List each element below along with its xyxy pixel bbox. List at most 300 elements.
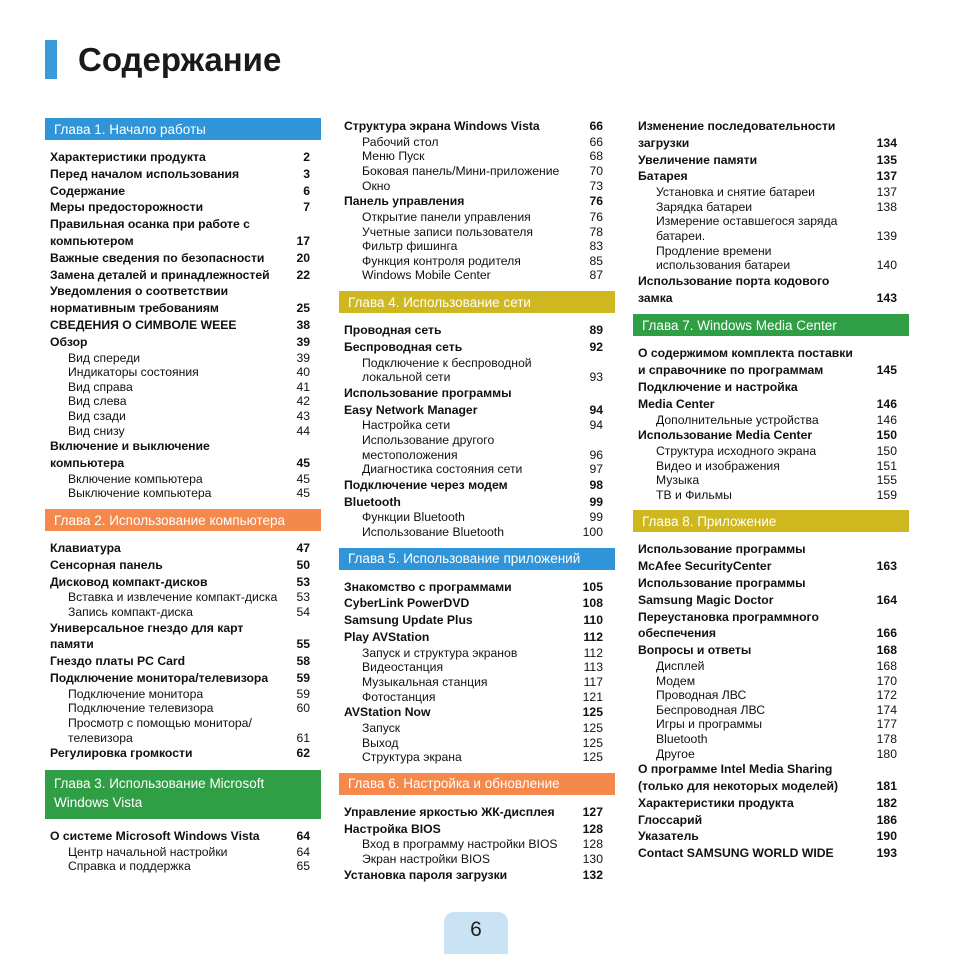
- toc-subentry[interactable]: [50, 380, 310, 395]
- toc-entry-page: 112: [583, 630, 603, 644]
- toc-entry-title: Уведомления о соответствии нормативным требованиям: [50, 284, 229, 316]
- toc-entry-title: Структура экрана: [362, 750, 462, 765]
- toc-entry-title: Дисковод компакт-дисков: [50, 574, 208, 589]
- toc-entry-page: 108: [582, 596, 603, 611]
- toc-subentry[interactable]: [638, 732, 897, 747]
- chapter-heading: Глава 7. Windows Media Center: [633, 314, 909, 336]
- toc-entry-page: 113: [583, 660, 603, 675]
- toc-subentry[interactable]: [638, 703, 897, 718]
- toc-entry-title: О программе Intel Media Sharing (только для некоторых моделей): [638, 762, 839, 793]
- toc-entry[interactable]: [344, 579, 603, 596]
- toc-entry-title: Вид слева: [68, 394, 127, 409]
- toc-entry-title: Contact SAMSUNG WORLD WIDE: [638, 846, 834, 861]
- toc-entry-title: Включение и выключение компьютера: [50, 439, 210, 470]
- toc-entry-title: Использование программы Samsung Magic Doctor: [638, 576, 806, 607]
- toc-entry-title: Фотостанция: [362, 689, 436, 704]
- toc-entry-page: 39: [296, 334, 310, 349]
- toc-subentry[interactable]: [344, 225, 603, 240]
- toc-entry-page: 138: [876, 199, 897, 214]
- toc-entry[interactable]: [50, 574, 310, 591]
- toc-entry-title: Центр начальной настройки: [68, 844, 228, 859]
- toc-subentry[interactable]: [638, 459, 897, 474]
- toc-subentry[interactable]: [344, 852, 603, 867]
- toc-entry[interactable]: [638, 642, 897, 659]
- toc-entry-page: 125: [582, 750, 603, 765]
- toc-entry-title: Подключение к беспроводной локальной сети: [362, 355, 532, 385]
- toc-entry-title: Окно: [362, 178, 391, 193]
- toc-subentry[interactable]: [50, 472, 310, 487]
- toc-entry-title: Регулировка громкости: [50, 746, 193, 761]
- toc-entry-title: О системе Microsoft Windows Vista: [50, 829, 260, 843]
- toc-entry-title: Замена деталей и принадлежностей: [50, 267, 270, 282]
- toc-subentry[interactable]: [344, 164, 603, 179]
- toc-entry[interactable]: [344, 821, 603, 838]
- toc-entry-title: Дополнительные устройства: [656, 412, 819, 427]
- toc-entry-page: 45: [296, 486, 310, 501]
- toc-entry[interactable]: [344, 629, 603, 646]
- toc-entry[interactable]: [50, 283, 310, 317]
- toc-entry-title: Меры предосторожности: [50, 200, 204, 215]
- toc-entry-page: 47: [296, 541, 310, 555]
- toc-entry[interactable]: [50, 620, 310, 654]
- toc-entry-title: Выключение компьютера: [68, 486, 212, 501]
- toc-entry-title: Windows Mobile Center: [362, 268, 491, 283]
- toc-entry-title: Вид спереди: [68, 350, 141, 365]
- toc-entry-page: 3: [303, 166, 310, 181]
- toc-entry-title: Универсальное гнездо для карт памяти: [50, 620, 244, 652]
- toc-subentry[interactable]: [638, 444, 897, 459]
- toc-entry-page: 166: [876, 626, 897, 641]
- toc-entry-page: 45: [296, 455, 310, 470]
- toc-entry-page: 110: [583, 613, 603, 628]
- toc-entry-title: Подключение через модем: [344, 477, 508, 492]
- toc-entry[interactable]: [344, 322, 603, 339]
- toc-entry-page: 121: [582, 689, 603, 704]
- page-number: 6: [470, 918, 482, 941]
- toc-entry-page: 17: [296, 233, 310, 248]
- toc-entry-page: 50: [296, 557, 310, 572]
- toc-subentry[interactable]: [638, 244, 897, 273]
- toc-subentry[interactable]: [638, 185, 897, 200]
- toc-subentry[interactable]: [344, 525, 603, 540]
- toc-entry-page: 181: [876, 778, 897, 793]
- toc-entry-page: 41: [296, 379, 310, 394]
- toc-entry-title: О содержимом комплекта поставки и справочнике по программам: [638, 346, 853, 378]
- toc-entry-page: 64: [296, 829, 310, 843]
- toc-entry-page: 159: [876, 487, 897, 502]
- toc-entry-page: 85: [589, 253, 603, 268]
- toc-entry-page: 25: [296, 301, 310, 316]
- toc-entry-title: Использование Media Center: [638, 428, 813, 443]
- toc-entry[interactable]: [638, 609, 897, 643]
- toc-entry-page: 42: [296, 394, 310, 409]
- chapter-heading: Глава 1. Начало работы: [45, 118, 321, 140]
- toc-entry-title: Bluetooth: [344, 494, 401, 509]
- toc-entry-page: 151: [876, 458, 897, 473]
- toc-entry-page: 70: [589, 164, 603, 178]
- toc-entry-title: Подключение телевизора: [68, 701, 214, 716]
- toc-entry[interactable]: [50, 557, 310, 574]
- toc-entry[interactable]: [50, 166, 310, 183]
- toc-entry-page: 140: [876, 258, 897, 273]
- toc-entry-page: 73: [589, 178, 603, 193]
- toc-entry-page: 20: [296, 250, 310, 265]
- title-accent-bar: [45, 40, 57, 79]
- toc-subentry[interactable]: [344, 268, 603, 283]
- toc-entry-page: 78: [589, 224, 603, 239]
- toc-entry-page: 125: [582, 721, 603, 735]
- toc-entry-page: 61: [296, 730, 310, 745]
- toc-entry-title: Использование программы McAfee SecurityCenter: [638, 542, 806, 574]
- toc-entry[interactable]: [50, 267, 310, 284]
- toc-subentry[interactable]: [638, 200, 897, 215]
- toc-entry-title: Использование программы Easy Network Manager: [344, 385, 512, 417]
- toc-subentry[interactable]: [638, 488, 897, 503]
- toc-entry-page: 180: [876, 746, 897, 761]
- toc-entry[interactable]: [638, 795, 897, 812]
- chapter-heading: Глава 6. Настройка и обновление: [339, 773, 615, 795]
- toc-entry[interactable]: [344, 118, 603, 135]
- toc-entry-page: 7: [303, 200, 310, 215]
- toc-entry-page: 62: [296, 746, 310, 761]
- toc-entry-title: Видеостанция: [362, 660, 444, 675]
- toc-entry-page: 97: [589, 462, 603, 477]
- toc-entry-page: 87: [589, 268, 603, 283]
- toc-subentry[interactable]: [638, 674, 897, 689]
- toc-entry-page: 55: [296, 637, 310, 652]
- toc-entry[interactable]: [638, 828, 897, 845]
- toc-entry-page: 146: [876, 412, 897, 427]
- toc-entry-page: 43: [296, 409, 310, 423]
- toc-entry-title: Выход: [362, 735, 399, 750]
- toc-entry-title: Правильная осанка при работе с компьютером: [50, 217, 250, 248]
- toc-subentry[interactable]: [344, 462, 603, 477]
- toc-entry[interactable]: [638, 273, 897, 307]
- toc-subentry[interactable]: [344, 721, 603, 736]
- toc-entry[interactable]: [344, 804, 603, 821]
- toc-entry-page: 96: [589, 447, 603, 462]
- toc-subentry[interactable]: [50, 394, 310, 409]
- toc-entry-page: 94: [589, 418, 603, 433]
- toc-entry-title: Меню Пуск: [362, 149, 425, 164]
- toc-entry[interactable]: [50, 149, 310, 166]
- toc-entry-page: 117: [583, 675, 603, 689]
- toc-entry-title: Просмотр с помощью монитора/ телевизора: [68, 716, 252, 745]
- toc-entry-title: Батарея: [638, 169, 688, 184]
- toc-entry-page: 44: [296, 423, 310, 438]
- toc-entry-page: 168: [876, 643, 897, 658]
- toc-entry[interactable]: [638, 168, 897, 185]
- toc-entry[interactable]: [50, 216, 310, 250]
- toc-entry-page: 58: [296, 654, 310, 669]
- toc-entry-title: Подключение монитора: [68, 686, 204, 701]
- toc-entry-page: 39: [296, 350, 310, 365]
- toc-entry-title: Настройка сети: [362, 418, 451, 433]
- toc-entry-title: Сенсорная панель: [50, 557, 163, 572]
- toc-entry-title: Вопросы и ответы: [638, 643, 752, 658]
- toc-entry-page: 128: [582, 821, 603, 836]
- toc-entry-page: 170: [876, 673, 897, 688]
- toc-subentry[interactable]: [344, 510, 603, 525]
- toc-subentry[interactable]: [344, 254, 603, 269]
- toc-subentry[interactable]: [344, 646, 603, 661]
- toc-entry-title: Беспроводная ЛВС: [656, 702, 766, 717]
- toc-entry-title: Важные сведения по безопасности: [50, 250, 265, 265]
- toc-entry-page: 130: [582, 852, 603, 866]
- toc-entry-page: 164: [876, 592, 897, 607]
- toc-entry-page: 143: [876, 290, 897, 305]
- toc-entry-page: 68: [589, 149, 603, 164]
- toc-entry-page: 89: [589, 323, 603, 337]
- toc-entry-page: 100: [582, 525, 603, 539]
- toc-subentry[interactable]: [50, 409, 310, 424]
- toc-entry[interactable]: [50, 250, 310, 267]
- toc-subentry[interactable]: [344, 675, 603, 690]
- toc-entry-page: 76: [589, 210, 603, 224]
- toc-subentry[interactable]: [50, 716, 310, 745]
- toc-subentry[interactable]: [50, 845, 310, 860]
- toc-entry-page: 93: [589, 370, 603, 385]
- toc-entry-title: Функции Bluetooth: [362, 510, 465, 525]
- toc-entry-page: 163: [876, 559, 897, 574]
- toc-entry-page: 92: [589, 339, 603, 354]
- toc-entry-page: 6: [303, 183, 310, 198]
- toc-entry-page: 137: [876, 169, 897, 184]
- toc-entry-page: 94: [589, 402, 603, 417]
- toc-entry-title: Рабочий стол: [362, 134, 439, 149]
- toc-entry-title: Перед началом использования: [50, 166, 240, 181]
- toc-entry-title: Запуск: [362, 721, 401, 735]
- toc-entry-title: Изменение последовательности загрузки: [638, 119, 836, 150]
- toc-entry-title: Настройка BIOS: [344, 821, 441, 836]
- toc-entry-title: AVStation Now: [344, 705, 431, 720]
- toc-entry[interactable]: [638, 541, 897, 575]
- toc-entry-page: 145: [876, 363, 897, 378]
- toc-entry-page: 64: [296, 844, 310, 859]
- toc-entry[interactable]: [638, 345, 897, 379]
- toc-subentry[interactable]: [50, 486, 310, 501]
- toc-entry-page: 65: [296, 859, 310, 874]
- toc-entry-title: Знакомство с программами: [344, 579, 512, 594]
- toc-entry-page: 54: [296, 605, 310, 619]
- toc-entry-title: Индикаторы состояния: [68, 365, 199, 380]
- toc-subentry[interactable]: [638, 413, 897, 428]
- toc-entry[interactable]: [344, 477, 603, 494]
- toc-entry-title: Панель управления: [344, 194, 465, 209]
- toc-entry-page: 22: [296, 267, 310, 282]
- toc-entry-title: Открытие панели управления: [362, 210, 531, 224]
- toc-entry[interactable]: [50, 438, 310, 472]
- toc-entry-page: 2: [303, 150, 310, 164]
- toc-subentry[interactable]: [50, 351, 310, 366]
- toc-entry-page: 127: [582, 804, 603, 819]
- toc-entry[interactable]: [344, 704, 603, 721]
- toc-entry-title: Модем: [656, 673, 696, 688]
- toc-entry[interactable]: [638, 427, 897, 444]
- toc-entry-page: 134: [876, 135, 897, 150]
- toc-entry-page: 112: [583, 645, 603, 660]
- toc-entry[interactable]: [50, 199, 310, 216]
- toc-entry-title: Гнездо платы PC Card: [50, 654, 186, 669]
- toc-entry-title: Использование Bluetooth: [362, 525, 504, 539]
- toc-entry-title: Боковая панель/Мини-приложение: [362, 164, 560, 178]
- toc-subentry[interactable]: [50, 701, 310, 716]
- toc-entry-title: Использование порта кодового замка: [638, 273, 830, 305]
- toc-subentry[interactable]: [344, 239, 603, 254]
- toc-entry-page: 137: [876, 185, 897, 200]
- toc-subentry[interactable]: [50, 605, 310, 620]
- toc-subentry[interactable]: [344, 149, 603, 164]
- toc-subentry[interactable]: [344, 210, 603, 225]
- toc-subentry[interactable]: [344, 837, 603, 852]
- toc-entry-title: Запуск и структура экранов: [362, 645, 518, 660]
- toc-subentry[interactable]: [344, 135, 603, 150]
- toc-entry-page: 177: [876, 717, 897, 732]
- toc-subentry[interactable]: [344, 690, 603, 705]
- toc-entry-title: Использование другого местоположения: [362, 433, 495, 462]
- toc-subentry[interactable]: [344, 750, 603, 765]
- toc-entry[interactable]: [344, 612, 603, 629]
- toc-entry-page: 125: [582, 735, 603, 750]
- toc-entry-title: Характеристики продукта: [50, 150, 206, 164]
- toc-entry-page: 150: [876, 428, 897, 443]
- toc-subentry[interactable]: [50, 590, 310, 605]
- toc-entry-title: Запись компакт-диска: [68, 605, 193, 619]
- toc-entry-page: 53: [296, 590, 310, 605]
- toc-subentry[interactable]: [344, 179, 603, 194]
- toc-subentry[interactable]: [50, 859, 310, 874]
- toc-entry-title: Проводная сеть: [344, 323, 442, 337]
- toc-entry-title: Видео и изображения: [656, 458, 780, 473]
- toc-entry-title: Глоссарий: [638, 812, 703, 827]
- toc-entry[interactable]: [50, 828, 310, 845]
- toc-entry[interactable]: [344, 494, 603, 511]
- toc-entry-title: CyberLink PowerDVD: [344, 596, 470, 611]
- toc-subentry[interactable]: [638, 473, 897, 488]
- toc-entry[interactable]: [344, 595, 603, 612]
- toc-entry-page: 132: [582, 867, 603, 882]
- toc-entry-title: Вид справа: [68, 379, 133, 394]
- toc-subentry[interactable]: [50, 687, 310, 702]
- toc-entry-page: 186: [876, 812, 897, 827]
- toc-entry-title: Установка пароля загрузки: [344, 867, 508, 882]
- toc-entry-title: Беспроводная сеть: [344, 339, 463, 354]
- toc-entry-title: Структура экрана Windows Vista: [344, 119, 540, 133]
- page-title: Содержание: [78, 41, 282, 78]
- toc-entry-title: Дисплей: [656, 659, 705, 673]
- toc-subentry[interactable]: [344, 736, 603, 751]
- toc-subentry[interactable]: [50, 365, 310, 380]
- toc-subentry[interactable]: [638, 659, 897, 674]
- toc-entry-title: Зарядка батареи: [656, 199, 753, 214]
- toc-entry-page: 60: [296, 701, 310, 716]
- toc-entry-page: 53: [296, 574, 310, 589]
- toc-entry[interactable]: [638, 845, 897, 862]
- toc-entry-page: 66: [589, 134, 603, 149]
- toc-entry[interactable]: [344, 193, 603, 210]
- toc-entry-title: Измерение оставшегося заряда батареи.: [656, 214, 838, 243]
- toc-subentry[interactable]: [50, 424, 310, 439]
- toc-entry-title: Указатель: [638, 829, 699, 844]
- toc-entry-page: 105: [582, 579, 603, 594]
- toc-entry-title: Увеличение памяти: [638, 152, 758, 167]
- toc-entry-title: Учетные записи пользователя: [362, 224, 533, 239]
- toc-entry-title: Музыка: [656, 473, 700, 488]
- toc-entry-page: 98: [589, 477, 603, 492]
- toc-subentry[interactable]: [638, 214, 897, 243]
- toc-entry-title: Вставка и извлечение компакт-диска: [68, 590, 278, 605]
- toc-entry-title: Фильтр фишинга: [362, 239, 458, 254]
- toc-subentry[interactable]: [638, 747, 897, 762]
- toc-entry[interactable]: [638, 379, 897, 413]
- toc-entry-title: СВЕДЕНИЯ О СИМВОЛЕ WEEE: [50, 318, 237, 332]
- toc-entry-title: Обзор: [50, 334, 88, 349]
- toc-entry-page: 139: [876, 228, 897, 243]
- toc-subentry[interactable]: [638, 688, 897, 703]
- toc-entry-page: 38: [296, 318, 310, 332]
- toc-entry-page: 59: [296, 686, 310, 701]
- toc-entry-page: 190: [876, 829, 897, 844]
- toc-entry-page: 172: [876, 688, 897, 703]
- toc-entry-title: Переустановка программного обеспечения: [638, 609, 819, 641]
- toc-entry[interactable]: [638, 575, 897, 609]
- toc-entry-title: Включение компьютера: [68, 471, 203, 486]
- toc-entry-title: Музыкальная станция: [362, 675, 488, 689]
- toc-subentry[interactable]: [344, 356, 603, 385]
- toc-entry-page: 150: [876, 444, 897, 458]
- toc-entry[interactable]: [50, 745, 310, 762]
- chapter-heading: Глава 4. Использование сети: [339, 291, 615, 313]
- toc-entry[interactable]: [638, 812, 897, 829]
- toc-subentry[interactable]: [344, 660, 603, 675]
- toc-entry-title: Управление яркостью ЖК-дисплея: [344, 804, 555, 819]
- toc-entry-title: Установка и снятие батареи: [656, 185, 815, 200]
- toc-entry[interactable]: [344, 867, 603, 884]
- toc-entry-page: 135: [876, 152, 897, 167]
- toc-entry[interactable]: [50, 317, 310, 334]
- toc-entry-page: 155: [876, 473, 897, 488]
- toc-entry[interactable]: [344, 339, 603, 356]
- toc-entry[interactable]: [50, 334, 310, 351]
- toc-entry[interactable]: [638, 152, 897, 169]
- toc-entry-page: 76: [589, 194, 603, 209]
- toc-entry-title: Bluetooth: [656, 732, 708, 746]
- toc-entry-page: 40: [296, 365, 310, 380]
- toc-subentry[interactable]: [344, 418, 603, 433]
- toc-entry[interactable]: [638, 118, 897, 152]
- toc-entry-title: Содержание: [50, 183, 126, 198]
- toc-entry-title: Продление времени использования батареи: [656, 243, 791, 273]
- toc-entry[interactable]: [50, 183, 310, 200]
- toc-entry-page: 45: [296, 471, 310, 486]
- toc-entry-page: 83: [589, 239, 603, 254]
- toc-entry-page: 128: [582, 837, 603, 852]
- toc-entry-title: Функция контроля родителя: [362, 253, 521, 268]
- toc-entry[interactable]: [344, 385, 603, 419]
- toc-entry[interactable]: [638, 761, 897, 795]
- toc-entry-page: 168: [876, 659, 897, 673]
- toc-entry-title: Подключение монитора/телевизора: [50, 671, 269, 685]
- toc-entry-title: Play AVStation: [344, 630, 430, 644]
- toc-entry[interactable]: [50, 653, 310, 670]
- toc-entry-page: 178: [876, 732, 897, 746]
- toc-entry[interactable]: [50, 670, 310, 687]
- toc-subentry[interactable]: [344, 433, 603, 462]
- toc-entry-title: Структура исходного экрана: [656, 444, 817, 458]
- toc-entry[interactable]: [50, 540, 310, 557]
- chapter-heading: Глава 3. Использование Microsoft Windows Vista: [45, 770, 321, 819]
- toc-subentry[interactable]: [638, 717, 897, 732]
